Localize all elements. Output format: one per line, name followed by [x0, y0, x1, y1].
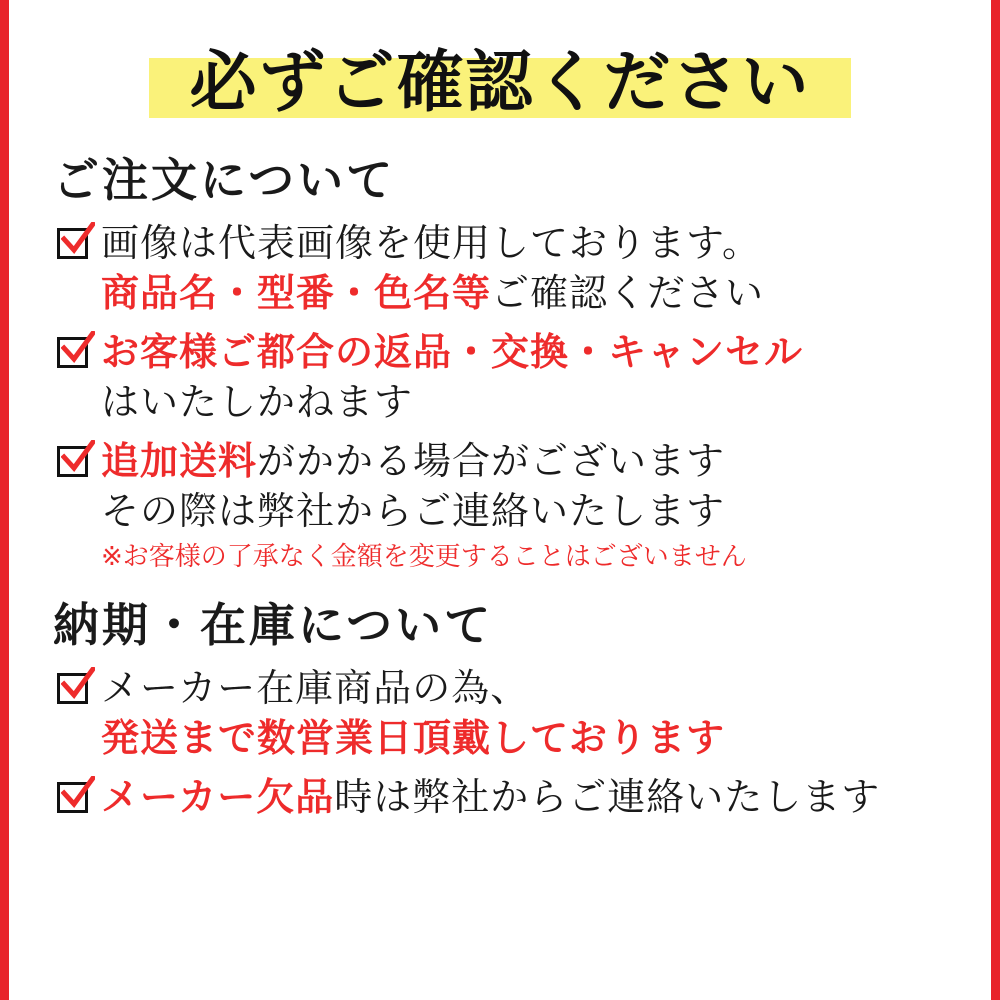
- text-line: メーカー在庫商品の為、: [101, 665, 530, 710]
- list-item-text: [101, 218, 955, 319]
- list-item: [55, 772, 955, 823]
- list-item: [55, 663, 955, 764]
- list-item-text: [101, 772, 955, 823]
- page-title-text: 必ずご確認ください: [189, 43, 811, 121]
- text-line: その際は弊社からご連絡いたします: [101, 489, 726, 534]
- footnote: ※お客様の了承なく金額を変更することはございません: [101, 541, 747, 572]
- text-line: お客様ご都合の返品・交換・キャンセル: [101, 329, 804, 374]
- section-heading-delivery: 納期・在庫について: [53, 598, 494, 653]
- text-line: 商品名・型番・色名等ご確認ください: [101, 271, 765, 316]
- text-line: 追加送料がかかる場合がございます: [101, 438, 726, 483]
- list-item: [55, 327, 955, 428]
- list-item: [55, 218, 955, 319]
- checkbox-checked-icon: [55, 442, 95, 482]
- list-item-text: [101, 663, 955, 764]
- list-item: [55, 436, 955, 575]
- list-item-text: [101, 436, 955, 575]
- text-line: 画像は代表画像を使用しております。: [101, 220, 761, 265]
- text-line: はいたしかねます: [101, 380, 414, 425]
- text-line: メーカー欠品時は弊社からご連絡いたします: [101, 774, 881, 819]
- checkbox-checked-icon: [55, 224, 95, 264]
- text-line: 発送まで数営業日頂戴しております: [101, 716, 726, 761]
- checkbox-checked-icon: [55, 669, 95, 709]
- page-title: [45, 30, 955, 138]
- list-item-text: [101, 327, 955, 428]
- section-heading-order: ご注文について: [53, 153, 396, 207]
- checkbox-checked-icon: [55, 778, 95, 818]
- notice-content: [9, 0, 991, 1000]
- checkbox-checked-icon: [55, 333, 95, 373]
